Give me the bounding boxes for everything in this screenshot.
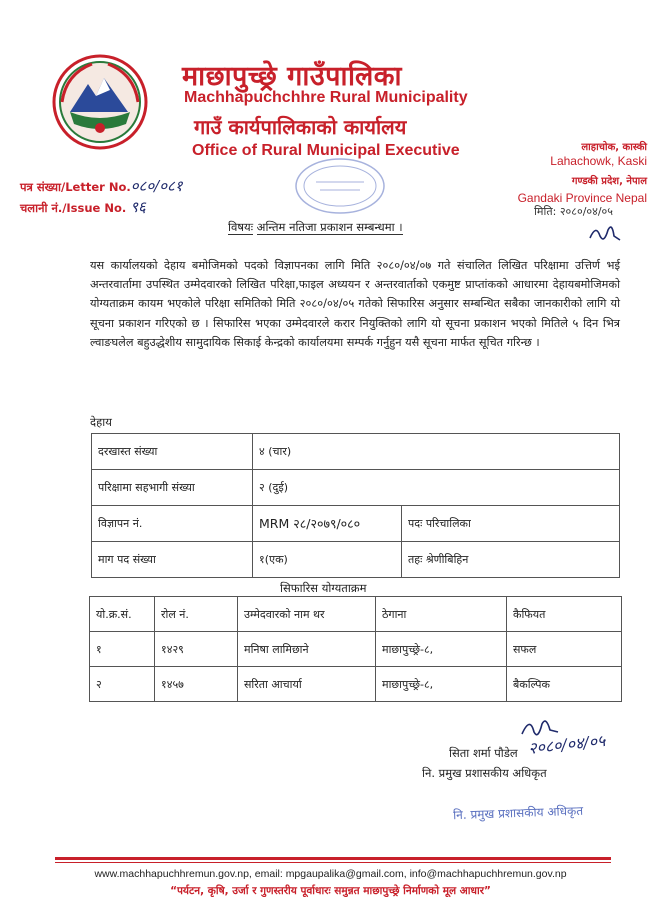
column-header: उम्मेदवारको नाम थर [238,597,376,632]
details-label: दरखास्त संख्या [92,434,253,470]
table-header-row [90,597,622,632]
footer-divider [55,857,611,860]
date-initial-signature-icon [588,222,622,250]
letter-number-label: पत्र संख्या/Letter No. [20,180,131,194]
column-header: रोल नं. [155,597,238,632]
post-label: पदः [408,517,423,530]
cell-roll: १४२९ [155,632,238,667]
letter-date [534,204,613,219]
table-row [90,667,622,702]
details-label: माग पद संख्या [92,542,253,578]
level-label: तहः [408,553,423,566]
date-value: २०८०/०४/०५ [559,205,613,218]
cell-remarks: सफल [507,632,622,667]
details-label: विज्ञापन नं. [92,506,253,542]
letter-number-value: ०८०/०८१ [130,177,183,195]
municipality-emblem [52,54,148,150]
municipality-name-np: माछापुच्छ्रे गाउँपालिका [182,61,403,92]
subject-label: विषयः [228,220,254,234]
office-seal-stamp [292,156,388,216]
footer-divider-thin [55,862,611,863]
footer-slogan: “पर्यटन, कृषि, उर्जा र गुणस्तरीय पूर्वाधारः समुन्नत माछापुच्छ्रे निर्माणको मूल आधार” [170,885,491,897]
details-value: २ (दुई) [253,470,620,506]
issue-number-label: चलानी नं./Issue No. [20,201,127,215]
details-value: १(एक) [253,542,402,578]
office-name-np: गाउँ कार्यपालिकाको कार्यालय [194,115,407,139]
letter-number [20,176,183,196]
signatory-name: सिता शर्मा पौडेल [449,746,518,760]
footer-contacts: www.machhapuchhremun.gov.np, email: mpgaupalika@gmail.com, info@machhapuchhremun.gov.np [94,868,567,880]
cell-name: मनिषा लामिछाने [238,632,376,667]
recommendation-title: सिफारिस योग्यताक्रम [280,581,367,595]
cell-roll: १४५७ [155,667,238,702]
details-value: ४ (चार) [253,434,620,470]
table-row [92,470,620,506]
table-row [92,542,620,578]
subject-text: अन्तिम नतिजा प्रकाशन सम्बन्धमा । [256,220,403,234]
cell-serial: २ [90,667,155,702]
province-en: Gandaki Province Nepal [517,191,647,205]
issue-number [20,197,146,217]
issue-number-value: ९६ [130,198,146,216]
table-row [92,434,620,470]
column-header: यो.क्र.सं. [90,597,155,632]
subject-line [228,220,403,235]
column-header: कैफियत [507,597,622,632]
address-en: Lahachowk, Kaski [550,154,647,168]
signatory-title: नि. प्रमुख प्रशासकीय अधिकृत [422,766,547,780]
details-extra [402,506,620,542]
details-extra [402,542,620,578]
province-np: गण्डकी प्रदेश, नेपाल [571,176,647,187]
level-value: श्रेणीबिहिन [425,553,469,566]
cell-name: सरिता आचार्या [238,667,376,702]
body-paragraph: यस कार्यालयको देहाय बमोजिमको पदको विज्ञापनका लागि मिति २०८०/०४/०७ गते संचालित लिखित परिक्षामा उत्तिर्ण भई अन्तरवार्तामा उपस्थित उम्मेदवारको लिखित परिक्षा,फाइल अध्ययन र अन्तरवार्ताको एकमुष्ट प्राप्तांकको आधारमा देहायबमोजिमको योग्यताक्रम कायम भएकोले परिक्षा समितिको मिति २०८०/०४/०५ गतेको सिफारिस अनुसार सम्बन्धित सबैका जानकारीको लागि यो सूचना प्रकाशन गरिएको छ । सिफारिस भएका उम्मेदवारले करार नियुक्तिको लागि यो सूचना प्रकाशन भएको मितिले ५ दिन भित्र ल्वाङघलेल बहुउद्धेशीय सामुदायिक सिकाई केन्द्रको कार्यालयमा सम्पर्क गर्नुहुन यसै सूचना मार्फत सूचित गरिन्छ । [90,259,620,349]
address-np: लाहाचोक, कास्की [581,142,647,153]
post-value: परिचालिका [425,517,471,530]
designation-stamp: नि. प्रमुख प्रशासकीय अधिकृत [452,803,584,823]
recommendation-table [89,596,622,702]
details-label: परिक्षामा सहभागी संख्या [92,470,253,506]
details-table [91,433,620,578]
cell-address: माछापुच्छ्रे-८, [376,667,507,702]
dehaya-label: देहाय [90,415,112,429]
details-value: MRM २८/२०७९/०८० [253,506,402,542]
handwritten-date: २०८०/०४/०५ [527,731,607,758]
column-header: ठेगाना [376,597,507,632]
cell-address: माछापुच्छ्रे-८, [376,632,507,667]
table-row [92,506,620,542]
cell-remarks: बैकल्पिक [507,667,622,702]
table-row [90,632,622,667]
municipality-name-en: Machhapuchchhre Rural Municipality [184,89,468,106]
office-name-en: Office of Rural Municipal Executive [192,142,460,159]
cell-serial: १ [90,632,155,667]
date-label: मिति: [534,205,557,218]
